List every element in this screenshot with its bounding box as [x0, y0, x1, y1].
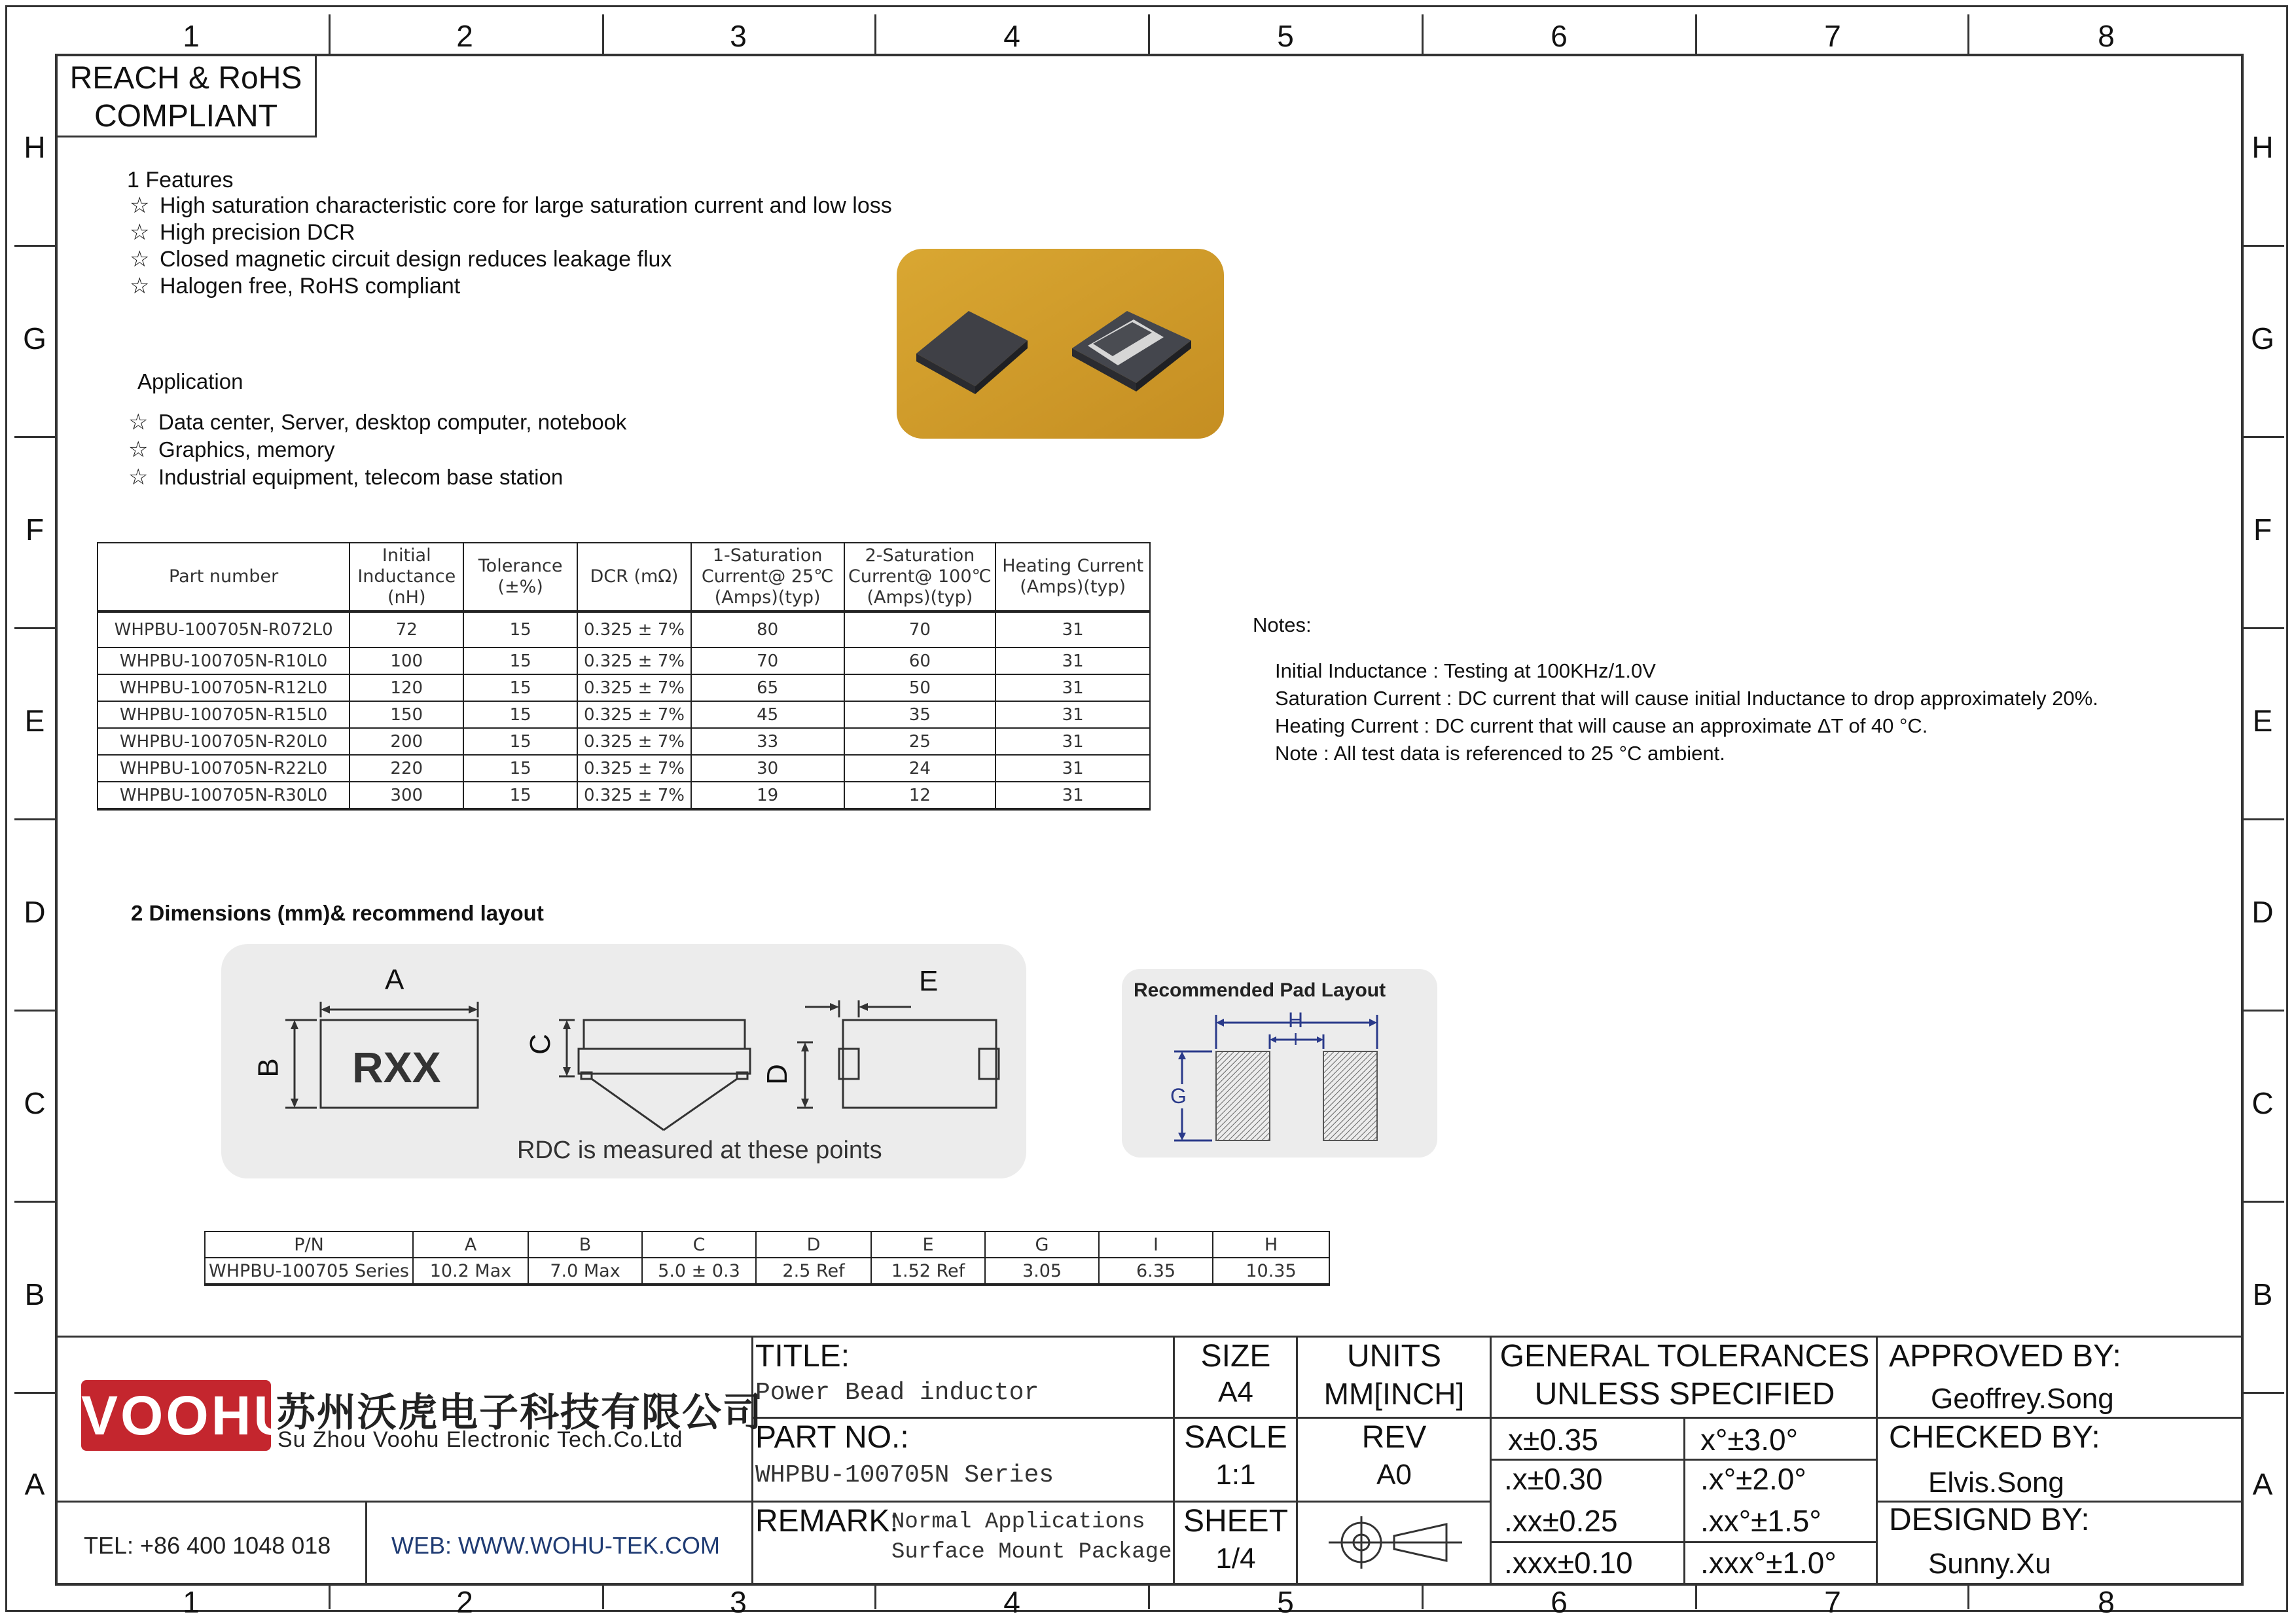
spec-table [97, 542, 1151, 811]
table-cell: 31 [996, 611, 1150, 647]
tolerance-linear: .xx±0.25 [1504, 1504, 1618, 1538]
zone-col-label: 5 [1277, 19, 1294, 53]
titleblock-line [751, 1501, 1490, 1503]
compliance-line2: COMPLIANT [94, 99, 278, 134]
table-cell: 50 [844, 674, 996, 701]
zone-tick [1967, 14, 1969, 54]
feature-item: ☆ Closed magnetic circuit design reduces leakage flux [130, 247, 672, 272]
star-icon: ☆ [128, 437, 149, 462]
zone-tick [329, 14, 331, 54]
table-row [98, 611, 1150, 647]
zone-tick [1148, 1586, 1150, 1609]
star-icon: ☆ [130, 193, 150, 218]
table-cell: 10.2 Max [413, 1258, 528, 1285]
zone-tick [14, 1010, 55, 1012]
table-row [98, 701, 1150, 728]
zone-tick [1695, 14, 1697, 54]
table-cell: 31 [996, 647, 1150, 674]
titleblock-line [1490, 1336, 1492, 1586]
table-cell: 19 [691, 782, 844, 809]
size-label: SIZE [1200, 1339, 1271, 1374]
table-cell: 72 [350, 611, 463, 647]
table-cell: 3.05 [985, 1258, 1099, 1285]
table-cell: 31 [996, 674, 1150, 701]
titleblock-line [1490, 1459, 1876, 1461]
dimension-diagram [221, 944, 1026, 1178]
designed-by-value: Sunny.Xu [1928, 1548, 2051, 1580]
header-cell: DCR (mΩ) [577, 543, 691, 611]
table-cell: 15 [463, 728, 577, 755]
table-cell: 15 [463, 611, 577, 647]
table-cell: 15 [463, 647, 577, 674]
header-cell: P/N [205, 1231, 413, 1258]
zone-row-label: A [2252, 1467, 2273, 1501]
features-list [130, 192, 892, 300]
table-cell: 0.325 ± 7% [577, 782, 691, 809]
zone-row-label: E [24, 704, 45, 738]
dim-label-b: B [252, 1058, 285, 1078]
zone-tick [602, 1586, 604, 1609]
compliance-line1: REACH & RoHS [69, 61, 302, 96]
zone-tick [2244, 245, 2284, 247]
header-cell: H [1213, 1231, 1329, 1258]
zone-row-label: F [2253, 513, 2272, 547]
tolerance-angular: .x°±2.0° [1700, 1462, 1806, 1496]
zone-col-label: 7 [1824, 1585, 1841, 1619]
tolerance-linear: x±0.35 [1508, 1423, 1598, 1457]
zone-col-label: 1 [183, 1585, 200, 1619]
header-cell: Tolerance (±%) [463, 543, 577, 611]
table-row [98, 674, 1150, 701]
table-cell: 65 [691, 674, 844, 701]
zone-tick [2244, 1392, 2284, 1394]
table-cell: 25 [844, 728, 996, 755]
zone-col-label: 7 [1824, 19, 1841, 53]
zone-col-label: 3 [730, 1585, 747, 1619]
pad-layout-title: Recommended Pad Layout [1134, 979, 1386, 1001]
tolerance-linear: .xxx±0.10 [1504, 1546, 1633, 1580]
zone-tick [1967, 1586, 1969, 1609]
zone-col-label: 5 [1277, 1585, 1294, 1619]
tolerance-linear: .x±0.30 [1504, 1462, 1603, 1496]
titleblock-line [1490, 1541, 1876, 1543]
table-row [98, 782, 1150, 809]
zone-col-label: 2 [456, 19, 473, 53]
zone-row-label: C [2251, 1086, 2274, 1120]
title-label: TITLE: [755, 1339, 850, 1374]
zone-row-label: H [2251, 130, 2274, 164]
table-cell: 35 [844, 701, 996, 728]
table-cell: WHPBU-100705N-R10L0 [98, 647, 350, 674]
dimension-table [204, 1231, 1330, 1286]
part-no-value: WHPBU-100705N Series [755, 1461, 1054, 1489]
header-cell: Part number [98, 543, 350, 611]
table-cell: WHPBU-100705 Series [205, 1258, 413, 1285]
table-row [98, 755, 1150, 782]
feature-item: ☆ Halogen free, RoHS compliant [130, 274, 461, 299]
phone-number: TEL: +86 400 1048 018 [84, 1532, 331, 1559]
table-cell: WHPBU-100705N-R20L0 [98, 728, 350, 755]
remark-value: Surface Mount Package [891, 1540, 1172, 1565]
dim-label-d: D [761, 1064, 793, 1085]
designed-by-label: DESIGND BY: [1889, 1503, 2090, 1537]
table-cell: WHPBU-100705N-R072L0 [98, 611, 350, 647]
note-item: Note : All test data is referenced to 25 °C ambient. [1275, 742, 1725, 765]
table-cell: 15 [463, 701, 577, 728]
zone-tick [1422, 1586, 1424, 1609]
title-value: Power Bead inductor [755, 1379, 1039, 1407]
table-cell: 31 [996, 755, 1150, 782]
note-item: Saturation Current : DC current that will cause initial Inductance to drop approximately 20%. [1275, 687, 2098, 710]
titleblock-line [751, 1417, 2244, 1419]
dimensions-title: 2 Dimensions (mm)& recommend layout [131, 901, 544, 925]
feature-item: ☆ High saturation characteristic core for large saturation current and low loss [130, 193, 892, 218]
table-cell: 24 [844, 755, 996, 782]
zone-tick [2244, 1201, 2284, 1203]
application-item: ☆ Graphics, memory [128, 437, 335, 462]
table-cell: 31 [996, 728, 1150, 755]
zone-col-label: 2 [456, 1585, 473, 1619]
tolerance-angular: .xxx°±1.0° [1700, 1546, 1837, 1580]
table-cell: 31 [996, 701, 1150, 728]
table-cell: 15 [463, 674, 577, 701]
application-item: ☆ Industrial equipment, telecom base station [128, 465, 564, 490]
table-cell: 200 [350, 728, 463, 755]
table-cell: 0.325 ± 7% [577, 701, 691, 728]
table-row [205, 1258, 1329, 1285]
application-item: ☆ Data center, Server, desktop computer, notebook [128, 410, 627, 435]
zone-tick [14, 818, 55, 820]
zone-col-label: 4 [1003, 1585, 1020, 1619]
zone-tick [14, 1392, 55, 1394]
zone-col-label: 4 [1003, 19, 1020, 53]
zone-row-label: B [24, 1277, 45, 1311]
pad-label-g: G [1170, 1084, 1187, 1108]
table-cell: 0.325 ± 7% [577, 611, 691, 647]
zone-row-label: F [25, 513, 45, 547]
zone-tick [14, 436, 55, 438]
table-cell: 300 [350, 782, 463, 809]
table-row [98, 647, 1150, 674]
website[interactable]: WEB: WWW.WOHU-TEK.COM [391, 1532, 720, 1559]
table-cell: 80 [691, 611, 844, 647]
header-cell: G [985, 1231, 1099, 1258]
titleblock-border [55, 1336, 2244, 1338]
zone-tick [14, 245, 55, 247]
company-name-cn: 苏州沃虎电子科技有限公司 [276, 1391, 763, 1434]
zone-tick [2244, 436, 2284, 438]
tolerance-subtitle: UNLESS SPECIFIED [1534, 1377, 1835, 1412]
zone-tick [14, 1201, 55, 1203]
zone-row-label: G [2251, 321, 2274, 356]
rev-value: A0 [1376, 1459, 1412, 1491]
table-cell: 30 [691, 755, 844, 782]
table-cell: WHPBU-100705N-R30L0 [98, 782, 350, 809]
table-cell: WHPBU-100705N-R22L0 [98, 755, 350, 782]
dim-label-c: C [524, 1034, 556, 1055]
zone-row-label: B [2252, 1277, 2273, 1311]
scale-label: SACLE [1184, 1420, 1287, 1455]
zone-tick [1695, 1586, 1697, 1609]
scale-value: 1:1 [1215, 1459, 1256, 1491]
feature-item: ☆ High precision DCR [130, 220, 355, 245]
note-item: Initial Inductance : Testing at 100KHz/1.0V [1275, 659, 1656, 682]
header-cell: I [1099, 1231, 1213, 1258]
table-cell: 0.325 ± 7% [577, 674, 691, 701]
size-value: A4 [1218, 1376, 1253, 1408]
zone-row-label: C [24, 1086, 46, 1120]
titleblock-line [1296, 1336, 1298, 1586]
part-marking: RXX [352, 1043, 441, 1091]
notes-title: Notes: [1253, 613, 1312, 636]
star-icon: ☆ [130, 274, 150, 299]
table-cell: 2.5 Ref [756, 1258, 871, 1285]
table-cell: 70 [691, 647, 844, 674]
titleblock-line [55, 1501, 751, 1503]
table-cell: 12 [844, 782, 996, 809]
dim-header-row [205, 1231, 1329, 1258]
zone-row-label: H [24, 130, 46, 164]
units-value: MM[INCH] [1323, 1377, 1465, 1411]
table-cell: 5.0 ± 0.3 [642, 1258, 756, 1285]
units-label: UNITS [1347, 1339, 1441, 1374]
header-cell: C [642, 1231, 756, 1258]
note-item: Heating Current : DC current that will cause an approximate ΔT of 40 °C. [1275, 714, 1928, 737]
titleblock-line [1683, 1417, 1685, 1586]
header-cell: B [528, 1231, 642, 1258]
zone-row-label: E [2252, 704, 2273, 738]
table-cell: 7.0 Max [528, 1258, 642, 1285]
table-row [98, 728, 1150, 755]
zone-row-label: A [24, 1467, 45, 1501]
tolerance-title: GENERAL TOLERANCES [1499, 1339, 1870, 1374]
table-cell: 1.52 Ref [871, 1258, 985, 1285]
titleblock-line [1173, 1336, 1175, 1586]
table-cell: 15 [463, 755, 577, 782]
application-title: Application [137, 369, 243, 393]
titleblock-line [365, 1501, 367, 1586]
zone-row-label: D [24, 895, 46, 929]
sheet-label: SHEET [1183, 1504, 1289, 1539]
tolerance-angular: .xx°±1.5° [1700, 1504, 1821, 1538]
pad-layout [1122, 969, 1437, 1158]
pad-drawing [1122, 969, 1437, 1158]
table-cell: 45 [691, 701, 844, 728]
header-cell: Initial Inductance (nH) [350, 543, 463, 611]
rdc-caption: RDC is measured at these points [517, 1137, 882, 1164]
compliance-badge [55, 54, 317, 137]
remark-label: REMARK: [755, 1504, 899, 1539]
zone-col-label: 1 [183, 19, 200, 53]
checked-by-value: Elvis.Song [1928, 1467, 2064, 1499]
titleblock-line [751, 1336, 753, 1586]
header-cell: Heating Current (Amps)(typ) [996, 543, 1150, 611]
dim-label-e: E [919, 965, 939, 997]
star-icon: ☆ [130, 220, 150, 245]
star-icon: ☆ [130, 247, 150, 272]
table-cell: 15 [463, 782, 577, 809]
zone-col-label: 6 [1551, 1585, 1568, 1619]
table-cell: 31 [996, 782, 1150, 809]
rev-label: REV [1361, 1420, 1427, 1455]
application-list [128, 409, 626, 491]
checked-by-label: CHECKED BY: [1889, 1420, 2100, 1455]
table-cell: 0.325 ± 7% [577, 647, 691, 674]
zone-tick [1422, 14, 1424, 54]
star-icon: ☆ [128, 410, 149, 435]
zone-col-label: 8 [2098, 1585, 2115, 1619]
approved-by-label: APPROVED BY: [1889, 1339, 2121, 1374]
remark-value: Normal Applications [891, 1510, 1145, 1535]
header-cell: A [413, 1231, 528, 1258]
dim-label-a: A [385, 964, 404, 996]
zone-col-label: 6 [1551, 19, 1568, 53]
table-cell: 60 [844, 647, 996, 674]
table-cell: 10.35 [1213, 1258, 1329, 1285]
zone-row-label: D [2251, 895, 2274, 929]
sheet-value: 1/4 [1215, 1542, 1256, 1575]
zone-tick [329, 1586, 331, 1609]
zone-tick [1148, 14, 1150, 54]
star-icon: ☆ [128, 465, 149, 490]
table-cell: 120 [350, 674, 463, 701]
company-name-en: Su Zhou Voohu Electronic Tech.Co.Ltd [278, 1427, 683, 1452]
zone-tick [2244, 1010, 2284, 1012]
features-title: 1 Features [127, 168, 234, 192]
table-cell: 0.325 ± 7% [577, 755, 691, 782]
zone-col-label: 3 [730, 19, 747, 53]
zone-tick [14, 627, 55, 629]
header-cell: 1-Saturation Current@ 25℃ (Amps)(typ) [691, 543, 844, 611]
spec-header-row [98, 543, 1150, 611]
zone-tick [874, 14, 876, 54]
zone-col-label: 8 [2098, 19, 2115, 53]
pad-label-h: H [1288, 1008, 1304, 1032]
table-cell: 220 [350, 755, 463, 782]
zone-row-label: G [23, 321, 46, 356]
table-cell: 70 [844, 611, 996, 647]
part-no-label: PART NO.: [755, 1420, 909, 1455]
zone-tick [874, 1586, 876, 1609]
header-cell: 2-Saturation Current@ 100℃ (Amps)(typ) [844, 543, 996, 611]
table-cell: 150 [350, 701, 463, 728]
company-logo: VOOHU [81, 1380, 271, 1451]
pad-label-i: I [1293, 1029, 1299, 1049]
titleblock-line [1876, 1336, 1878, 1586]
table-cell: WHPBU-100705N-R15L0 [98, 701, 350, 728]
table-cell: WHPBU-100705N-R12L0 [98, 674, 350, 701]
notes-list [1275, 657, 2098, 767]
projection-symbol-icon [1316, 1511, 1473, 1574]
tolerance-angular: x°±3.0° [1700, 1423, 1798, 1457]
table-cell: 0.325 ± 7% [577, 728, 691, 755]
header-cell: D [756, 1231, 871, 1258]
product-photo [897, 249, 1224, 439]
zone-tick [602, 14, 604, 54]
header-cell: E [871, 1231, 985, 1258]
zone-tick [2244, 818, 2284, 820]
table-cell: 100 [350, 647, 463, 674]
table-cell: 6.35 [1099, 1258, 1213, 1285]
approved-by-value: Geoffrey.Song [1931, 1383, 2114, 1415]
table-cell: 33 [691, 728, 844, 755]
zone-tick [2244, 627, 2284, 629]
